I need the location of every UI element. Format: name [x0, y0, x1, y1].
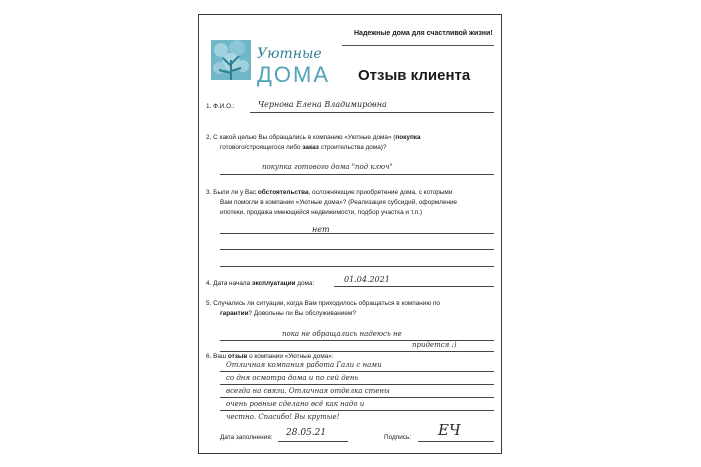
- signature: ЕЧ: [438, 421, 461, 439]
- q3-answer: нет: [312, 225, 330, 234]
- signature-label: Подпись:: [384, 434, 412, 441]
- q3-text-c: , осложняющие приобретение дома, с которыми: [308, 189, 453, 196]
- q2-text-b: покупка: [395, 134, 421, 141]
- q1-line: [250, 112, 494, 113]
- form-title: Отзыв клиента: [358, 67, 471, 84]
- q6-line-c: [220, 397, 494, 398]
- q2-line2: [220, 143, 387, 153]
- q5-text-b: гарантии: [220, 310, 249, 317]
- q6-answer-3: всегда на связи. Отличная отделка стены: [226, 387, 390, 395]
- q6-answer-2: со дня осмотра дома и по сей день: [226, 374, 359, 382]
- q3-line2: Вам помогли в компании «Уютные дома»? (Реализация субсидий, оформление: [220, 199, 458, 206]
- q5-line2: [220, 309, 356, 319]
- q3-number: 3.: [206, 189, 212, 196]
- tagline: Надежные дома для счастливой жизни!: [354, 30, 493, 37]
- logo-top-text: Уютные: [257, 46, 322, 62]
- q5-text-c: ? Довольны ли Вы обслуживанием?: [248, 310, 356, 317]
- q2-text-d: заказ: [302, 144, 319, 151]
- q3-line-c: [220, 266, 494, 267]
- q4-line: [334, 286, 494, 287]
- q6-number: 6.: [206, 353, 212, 360]
- q2-text-e: строительства дома)?: [318, 144, 387, 151]
- q2-text-a: С какой целью Вы обращались в компанию «Уютные дома» (: [213, 134, 396, 141]
- q5-text-a: Случались ли ситуации, когда Вам приходилось обращаться в компанию по: [213, 300, 440, 307]
- header-divider: [342, 45, 494, 46]
- q5-answer-2: придется :): [412, 341, 457, 349]
- q6-line-b: [220, 384, 494, 385]
- date-line: [278, 441, 348, 442]
- q6-answer-4: очень ровные сделано всё как надо и: [226, 400, 365, 408]
- q4-label: [206, 279, 314, 289]
- q4-number: 4.: [206, 280, 212, 287]
- q3-line-b: [220, 249, 494, 250]
- q6-line-d: [220, 410, 494, 411]
- company-logo: [207, 38, 355, 88]
- q2-line1: [206, 133, 421, 143]
- q2-answer: покупка готового дома "под ключ": [262, 163, 393, 171]
- q4-text-c: дома:: [295, 280, 315, 287]
- q1-label: [206, 102, 235, 112]
- q2-text-c: готового/строящегося либо: [220, 144, 303, 151]
- q2-number: 2.: [206, 134, 212, 141]
- signature-line: [418, 441, 494, 442]
- q6-answer-1: Отличная компания работа Гали с нами: [226, 361, 382, 369]
- q5-answer-1: пока не обращались надеюсь не: [282, 330, 402, 338]
- q4-text-b: эксплуатации: [251, 280, 296, 287]
- q3-line1: [206, 188, 452, 198]
- logo-bottom-text: ДОМА: [257, 62, 331, 87]
- date-value: 28.05.21: [286, 428, 327, 438]
- q6-text-c: о компании «Уютные дома»:: [247, 353, 334, 360]
- q3-text-a: Были ли у Вас: [213, 189, 258, 196]
- q3-line-a: [220, 233, 494, 234]
- q4-text-a: Дата начала: [213, 280, 252, 287]
- q1-number: 1.: [206, 103, 212, 110]
- q6-line-a: [220, 371, 494, 372]
- q5-line1: [206, 299, 440, 309]
- q3-text-b: обстоятельства: [257, 189, 309, 196]
- q2-line: [220, 174, 494, 175]
- q1-answer: Чернова Елена Владимировна: [258, 100, 387, 109]
- q6-answer-5: честно. Спасибо! Вы крутые!: [226, 413, 340, 421]
- q4-answer: 01.04.2021: [344, 275, 390, 284]
- q6-text-b: отзыв: [227, 353, 248, 360]
- q5-number: 5.: [206, 300, 212, 307]
- q1-text: Ф.И.О.:: [213, 103, 235, 110]
- q6-text-a: Ваш: [213, 353, 228, 360]
- date-label: Дата заполнения:: [220, 434, 273, 441]
- q3-line3: ипотеки, продажа имеющейся недвижимости, подбор участка и т.п.): [220, 209, 423, 216]
- tree-icon: [211, 40, 251, 80]
